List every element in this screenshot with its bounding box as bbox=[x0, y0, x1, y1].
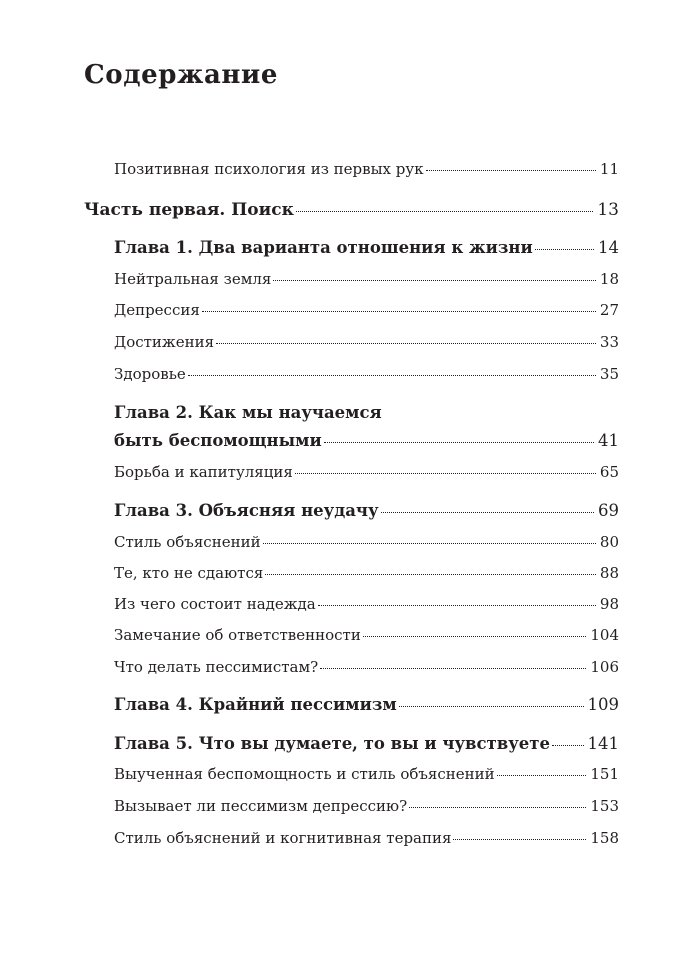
toc-page-number: 41 bbox=[598, 431, 619, 450]
toc-page-number: 11 bbox=[599, 160, 619, 178]
toc-page-number: 27 bbox=[599, 301, 619, 319]
toc-page-number: 88 bbox=[599, 564, 619, 582]
toc-entry-title: Из чего состоит надежда bbox=[114, 597, 316, 612]
toc-entry-title: Что делать пессимистам? bbox=[114, 660, 319, 675]
page-title: Содержание bbox=[84, 60, 279, 90]
toc-chapter-title bbox=[114, 697, 397, 714]
dot-leader bbox=[381, 512, 594, 513]
dot-leader bbox=[497, 775, 587, 776]
toc-part-title: Часть первая. Поиск bbox=[84, 202, 294, 219]
toc-page-number: 18 bbox=[599, 270, 619, 288]
dot-leader bbox=[324, 442, 594, 443]
toc-page-number: 153 bbox=[590, 797, 619, 815]
toc-entry-section[interactable] bbox=[114, 566, 619, 581]
chapter-label: Глава 1. bbox=[114, 240, 193, 257]
chapter-title: Два варианта отношения к жизни bbox=[198, 240, 533, 257]
toc-entry-section[interactable] bbox=[114, 799, 619, 814]
dot-leader bbox=[188, 375, 596, 376]
chapter-label: Глава 4. bbox=[114, 697, 193, 714]
toc-page-number: 141 bbox=[587, 734, 619, 753]
dot-leader bbox=[265, 574, 596, 575]
dot-leader bbox=[535, 249, 594, 250]
toc-page-number: 80 bbox=[599, 533, 619, 551]
chapter-title-line-2: быть беспомощными bbox=[114, 433, 322, 450]
toc-page-number: 104 bbox=[590, 626, 619, 644]
toc-entry-section[interactable] bbox=[114, 767, 619, 782]
toc-entry-section[interactable] bbox=[114, 367, 619, 382]
dot-leader bbox=[363, 636, 587, 637]
toc-entry-title: Замечание об ответственности bbox=[114, 628, 361, 643]
dot-leader bbox=[216, 343, 596, 344]
chapter-label: Глава 2. bbox=[114, 403, 193, 422]
toc-entry-chapter-3[interactable] bbox=[114, 503, 619, 520]
toc-entry-title: Достижения bbox=[114, 335, 215, 350]
toc-chapter-title bbox=[114, 503, 379, 520]
toc-entry-chapter-5[interactable] bbox=[114, 736, 619, 753]
dot-leader bbox=[409, 807, 586, 808]
toc-entry-part-one[interactable] bbox=[84, 202, 619, 219]
dot-leader bbox=[399, 706, 584, 707]
toc-entry-title: Выученная беспомощность и стиль объяснений bbox=[114, 767, 495, 782]
toc-page-number: 14 bbox=[598, 238, 619, 257]
toc-entry-title: Стиль объяснений и когнитивная терапия bbox=[114, 831, 452, 846]
toc-entry-section[interactable] bbox=[114, 535, 619, 550]
toc-entry-title: Нейтральная земля bbox=[114, 272, 272, 287]
toc-page-number: 65 bbox=[599, 463, 619, 481]
toc-page-number: 33 bbox=[599, 333, 619, 351]
chapter-title-line-1: Как мы научаемся bbox=[198, 403, 382, 422]
chapter-label: Глава 5. bbox=[114, 736, 193, 753]
chapter-title: Объясняя неудачу bbox=[198, 503, 379, 520]
toc-entry-section[interactable] bbox=[114, 465, 619, 480]
toc-chapter-2-line-1[interactable] bbox=[114, 405, 382, 422]
toc-page-number: 158 bbox=[590, 829, 619, 847]
chapter-label: Глава 3. bbox=[114, 503, 193, 520]
toc-entry-section[interactable] bbox=[114, 660, 619, 675]
toc-chapter-title bbox=[114, 736, 550, 753]
toc-entry-section[interactable] bbox=[114, 628, 619, 643]
toc-page-number: 151 bbox=[590, 765, 619, 783]
dot-leader bbox=[202, 311, 596, 312]
toc-entry-section[interactable] bbox=[114, 335, 619, 350]
chapter-title: Что вы думаете, то вы и чувствуете bbox=[198, 736, 551, 753]
toc-page-number: 106 bbox=[590, 658, 619, 676]
toc-entry-title: Позитивная психология из первых рук bbox=[114, 162, 424, 177]
toc-chapter-title bbox=[114, 240, 533, 257]
toc-entry-section[interactable] bbox=[114, 831, 619, 846]
dot-leader bbox=[273, 280, 596, 281]
dot-leader bbox=[295, 473, 596, 474]
toc-page-number: 98 bbox=[599, 595, 619, 613]
toc-entry-chapter-2[interactable] bbox=[114, 433, 619, 450]
dot-leader bbox=[552, 745, 583, 746]
toc-entry-section[interactable] bbox=[114, 272, 619, 287]
chapter-title: Крайний пессимизм bbox=[198, 697, 397, 714]
toc-entry-section[interactable] bbox=[114, 303, 619, 318]
toc-entry-title: Депрессия bbox=[114, 303, 200, 318]
toc-page-number: 13 bbox=[597, 200, 619, 220]
toc-entry-chapter-1[interactable] bbox=[114, 240, 619, 257]
toc-entry-preface[interactable] bbox=[114, 162, 619, 177]
toc-entry-chapter-4[interactable] bbox=[114, 697, 619, 714]
toc-entry-title: Стиль объяснений bbox=[114, 535, 261, 550]
toc-page-number: 109 bbox=[587, 695, 619, 714]
dot-leader bbox=[263, 543, 596, 544]
dot-leader bbox=[318, 605, 596, 606]
toc-entry-title: Здоровье bbox=[114, 367, 186, 382]
toc-entry-title: Вызывает ли пессимизм депрессию? bbox=[114, 799, 408, 814]
dot-leader bbox=[296, 211, 593, 212]
toc-entry-section[interactable] bbox=[114, 597, 619, 612]
toc-page-number: 35 bbox=[599, 365, 619, 383]
dot-leader bbox=[320, 668, 586, 669]
toc-entry-title: Те, кто не сдаются bbox=[114, 566, 264, 581]
toc-entry-title: Борьба и капитуляция bbox=[114, 465, 293, 480]
dot-leader bbox=[453, 839, 586, 840]
toc-page-number: 69 bbox=[598, 501, 619, 520]
dot-leader bbox=[426, 170, 596, 171]
